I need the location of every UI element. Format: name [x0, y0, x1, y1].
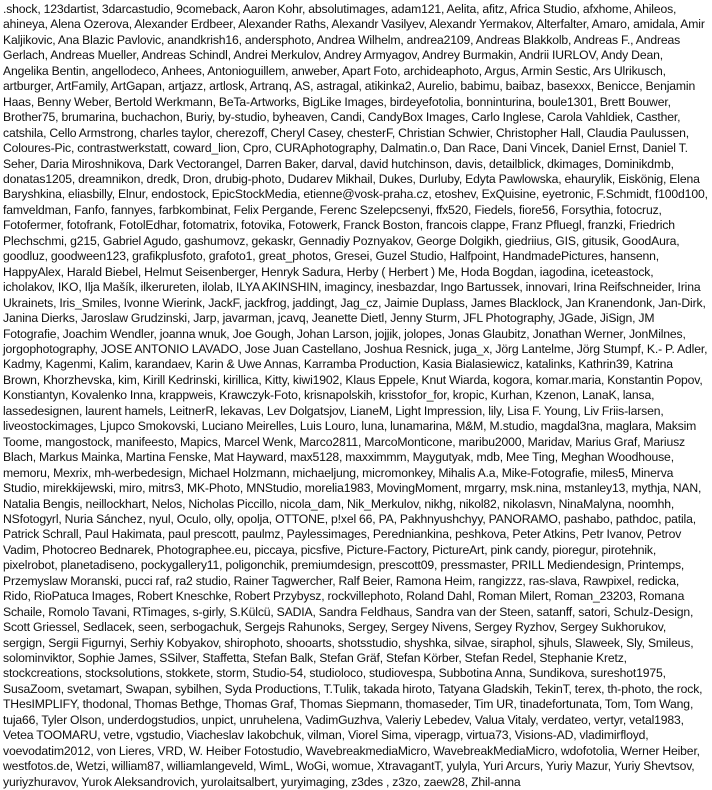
- photo-credits-text: .shock, 123dartist, 3darcastudio, 9comeback, Aaron Kohr, absolutimages, adam121, Aelita, afitz, Africa Studio, afxhome, Ahileos, ahineya, Alena Ozerova, Alexander Erdbeer, Alexander Raths, Alexandr Vasilyev, Alexandr Yermakov, Alterfalter, Amaro, amidala, Amir Kaljikovic, Ana Blazic Pavlovic, anandkrish16, andersphoto, Andrea Wilhelm, andrea2109, Andreas Blakkolb, Andreas F., Andreas Gerlach, Andreas Mueller, Andreas Schindl, Andrei Merkulov, Andrey Armyagov, Andrey Burmakin, Andrii IURLOV, Andy Dean, Angelika Bentin, angellodeco, Anhees, Antonioguillem, anweber, Apart Foto, archideaphoto, Argus, Armin Sestic, Ars Ulrikusch, artburger, ArtFamily, ArtGapan, artjazz, artlosk, Artranq, AS, astragal, atikinka2, Aurelio, babimu, baibaz, basexxx, Benicce, Benjamin Haas, Benny Weber, Bertold Werkmann, BeTa-Artworks, BigLike Images, birdeyefotolia, bonninturina, boule1301, Brett Bouwer, Brother75, brumarina, buchachon, Buriy, by-studio, byheaven, Candi, CandyBox Images, Carlo Inglese, Carola Vahldiek, Casther, catshila, Cello Armstrong, charles taylor, cherezoff, Cheryl Casey, chesterF, Christian Schwier, Christopher Hall, Claudia Paulussen, Coloures-Pic, contrastwerkstatt, coward_lion, Cpro, CURAphotography, Dalmatin.o, Dan Race, Dani Vincek, Daniel Ernst, Daniel T. Seher, Daria Miroshnikova, Dark Vectorangel, Darren Baker, darval, david hutchinson, davis, detailblick, dkimages, Dominikdmb, donatas1205, dreamnikon, dredk, Dron, drubig-photo, Dudarev Mikhail, Dukes, Durluby, Edyta Pawlowska, ehaurylik, Eiskönig, Elena Baryshkina, eliasbilly, Elnur, endostock, EpicStockMedia, etienne@vosk-praha.cz, etoshev, ExQuisine, eyetronic, F.Schmidt, f100d100, famveldman, Fanfo, fannyes, farbkombinat, Felix Pergande, Ferenc Szelepcsenyi, ffx520, Fiedels, fiore56, Forsythia, fotocruz, Fotofermer, fotofrank, FotolEdhar, fotomatrix, fotovika, Fotowerk, Franck Boston, francois clappe, Franz Pfluegl, franzki, Friedrich Plechschmi, g215, Gabriel Agudo, gashumovz, gekaskr, Gennadiy Poznyakov, George Dolgikh, giedriius, GIS, gitusik, GoodAura, goodluz, goodween123, grafikplusfoto, grafoto1, great_photos, Gresei, Guzel Studio, Halfpoint, HandmadePictures, hansenn, HappyAlex, Harald Biebel, Helmut Seisenberger, Henryk Sadura, Herby ( Herbert ) Me, Hoda Bogdan, iagodina, iceteastock, icholakov, IKO, Ilja Mašík, ilkerureten, ilolab, ILYA AKINSHIN, imagincy, inesbazdar, Ingo Bartussek, innovari, Irina Reifschneider, Irina Ukrainets, Iris_Smiles, Ivonne Wierink, JackF, jackfrog, jaddingt, Jag_cz, Jaimie Duplass, James Blacklock, Jan Kranendonk, Jan-Dirk, Janina Dierks, Jaroslaw Grudzinski, Jarp, javarman, jcavq, Jeanette Dietl, Jenny Sturm, JFL Photography, JGade, JiSign, JM Fotografie, Joachim Wendler, joanna wnuk, Joe Gough, Johan Larson, jojjik, jolopes, Jonas Glaubitz, Jonathan Werner, JonMilnes, jorgophotography, JOSE ANTONIO LAVADO, Jose Juan Castellano, Joshua Resnick, juga_x, Jörg Lantelme, Jörg Stumpf, K.- P. Adler, Kadmy, Kagenmi, Kalim, karandaev, Karin & Uwe Annas, Karramba Production, Kasia Bialasiewicz, katalinks, Kathrin39, Katrina Brown, Khorzhevska, kim, Kirill Kedrinski, kirillica, Kitty, kiwi1902, Klaus Eppele, Knut Wiarda, kogora, komar.maria, Konstantin Popov, Konstiantyn, Kovalenko Inna, krappweis, Krawczyk-Foto, krisnapolskih, krisstofor_for, kropic, Kurhan, Kzenon, LanaK, lansa, lassedesignen, laurent hamels, LeitnerR, lekavas, Lev Dolgatsjov, LianeM, Light Impression, lily, Lisa F. Young, Liv Friis-larsen, liveostockimages, Ljupco Smokovski, Luciano Meirelles, Luis Louro, luna, lunamarina, M&M, M.studio, magdal3na, maglara, Maksim Toome, mangostock, manifeesto, Mapics, Marcel Wenk, Marco2811, MarcoMonticone, maribu2000, Maridav, Marius Graf, Mariusz Blach, Markus Mainka, Martina Fenske, Mat Hayward, max5128, maxximmm, Maygutyak, mdb, Mee Ting, Meghan Woodhouse, memoru, Mexrix, mh-werbedesign, Michael Holzmann, michaeljung, micromonkey, Mihalis A.a, Mike-Fotografie, miles5, Minerva Studio, mirekkijewski, miro, mitrs3, MK-Photo, MNStudio, morelia1983, MovingMoment, mrgarry, msk.nina, mstanley13, mythja, NAN, Natalia Bengis, neillockhart, Nelos, Nicholas Piccillo, nicola_dam, Nik_Merkulov, nikhg, nikol82, nikolasvn, NinaMalyna, noomhh, NSfotogyrl, Nuria Sánchez, nyul, Oculo, olly, opolja, OTTONE, p!xel 66, PA, Pakhnyushchyy, PANORAMO, pashabo, pathdoc, patila, Patrick Schrall, Paul Hakimata, paul prescott, paulmz, Paylessimages, Peredniankina, peshkova, Peter Atkins, Petr Ivanov, Petrov Vadim, Photocreo Bednarek, Photographee.eu, piccaya, picsfive, Picture-Factory, PictureArt, pink candy, pioregur, pirotehnik, pixelrobot, planetadiseno, pockygallery11, poligonchik, premiumdesign, prescott09, pressmaster, PRILL Mediendesign, Printemps, Przemyslaw Moranski, pucci raf, ra2 studio, Rainer Tagwercher, Ralf Beier, Ramona Heim, rangizzz, ras-slava, Rawpixel, redicka, Rido, RioPatuca Images, Robert Kneschke, Robert Przybysz, rockvillephoto, Roland Dahl, Roman Milert, Roman_23203, Romana Schaile, Romolo Tavani, RTimages, s-girly, S.Külcü, SADIA, Sandra Feldhaus, Sandra van der Steen, satanff, satori, Schulz-Design, Scott Griessel, Sedlacek, seen, serbogachuk, Sergejs Rahunoks, Sergey, Sergey Nivens, Sergey Ryzhov, Sergey Sukhorukov, sergign, Sergii Figurnyi, Serhiy Kobyakov, shirophoto, shooarts, shotsstudio, shyshka, silvae, siraphol, sjhuls, Slaweek, Sly, Smileus, solominviktor, Sophie James, SSilver, Staffetta, Stefan Balk, Stefan Gräf, Stefan Körber, Stefan Redel, Stephanie Kretz, stockcreations, stocksolutions, stokkete, storm, Studio-54, studioloco, studiovespa, Subbotina Anna, Sundikova, sureshot1975, SusaZoom, svetamart, Swapan, sybilhen, Syda Productions, T.Tulik, takada hiroto, Tatyana Gladskih, TekinT, terex, th-photo, the rock, THesIMPLIFY, thodonal, Thomas Bethge, Thomas Graf, Thomas Siepmann, thomaseder, Tim UR, tinadefortunata, Tom, Tom Wang, tuja66, Tyler Olson, underdogstudios, unpict, unruhelena, VadimGuzhva, Valeriy Lebedev, Valua Vitaly, verdateo, vertyr, vetal1983, Vetea TOOMARU, vetre, vgstudio, Viacheslav Iakobchuk, vilman, Viorel Sima, viperagp, virtua73, Visions-AD, vladimirfloyd, voevodatim2012, von Lieres, VRD, W. Heiber Fotostudio, WavebreakmediaMicro, WavebreakMediaMicro, wdofotolia, Werner Heiber, westfotos.de, Wetzi, william87, williamlangeveld, WimL, WoGi, womue, XtravagantT, yulyla, Yuri Arcurs, Yuriy Mazur, Yuriy Shevtsov, yuriyzhuravov, Yurok Aleksandrovich, yurolaitsalbert, yuryimaging, z3des , z3zo, zaew28, Zhil-anna: [3, 2, 708, 789]
